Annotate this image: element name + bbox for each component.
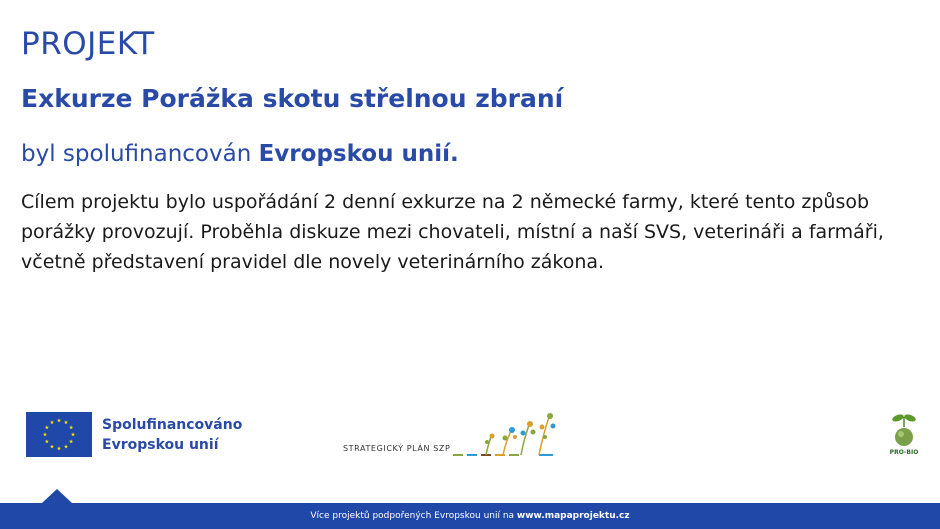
eu-star-icon — [64, 444, 68, 448]
eu-star-icon — [64, 420, 68, 424]
footer-tab — [42, 489, 72, 503]
footer-bar — [0, 503, 940, 529]
eu-star-icon — [45, 439, 49, 443]
cofinance-prefix: byl spolufinancován — [21, 141, 259, 167]
szp-logo-text: STRATEGICKÝ PLÁN SZP — [343, 444, 451, 453]
proeco-logo-text: PRO-BIO — [889, 449, 919, 456]
project-description: Cílem projektu bylo uspořádání 2 denní exkurze na 2 německé farmy, které tento způsob porážky provozují. Proběhla diskuze mezi chovateli, místní a naší SVS, veterináři a farmáři, včetně představení pravidel dle novely veterinárního zákona. — [21, 191, 884, 273]
project-label: PROJEKT — [21, 26, 155, 62]
cofinance-bold: Evropskou unií. — [258, 141, 459, 167]
eu-star-icon — [57, 446, 61, 450]
sprout-logo-icon — [888, 413, 920, 457]
eu-cofinance-logo-text — [102, 415, 242, 455]
cofinance-statement — [21, 141, 459, 167]
szp-plants-icon — [343, 411, 558, 461]
footer-link[interactable]: www.mapaprojektu.cz — [516, 511, 630, 521]
eu-star-icon — [50, 444, 54, 448]
eu-logo-line2: Evropskou unií — [102, 437, 219, 453]
eu-flag-icon — [26, 412, 92, 457]
eu-star-icon — [43, 432, 47, 436]
eu-star-icon — [69, 439, 73, 443]
szp-logo — [343, 411, 558, 461]
eu-logo-line1: Spolufinancováno — [102, 417, 243, 433]
eu-star-icon — [69, 425, 73, 429]
eu-star-icon — [71, 432, 75, 436]
project-title: Exkurze Porážka skotu střelnou zbraní — [21, 84, 564, 113]
eu-star-icon — [45, 425, 49, 429]
footer-prefix: Více projektů podpořených Evropskou unií na — [310, 511, 517, 521]
eu-star-icon — [57, 418, 61, 422]
eu-star-icon — [50, 420, 54, 424]
